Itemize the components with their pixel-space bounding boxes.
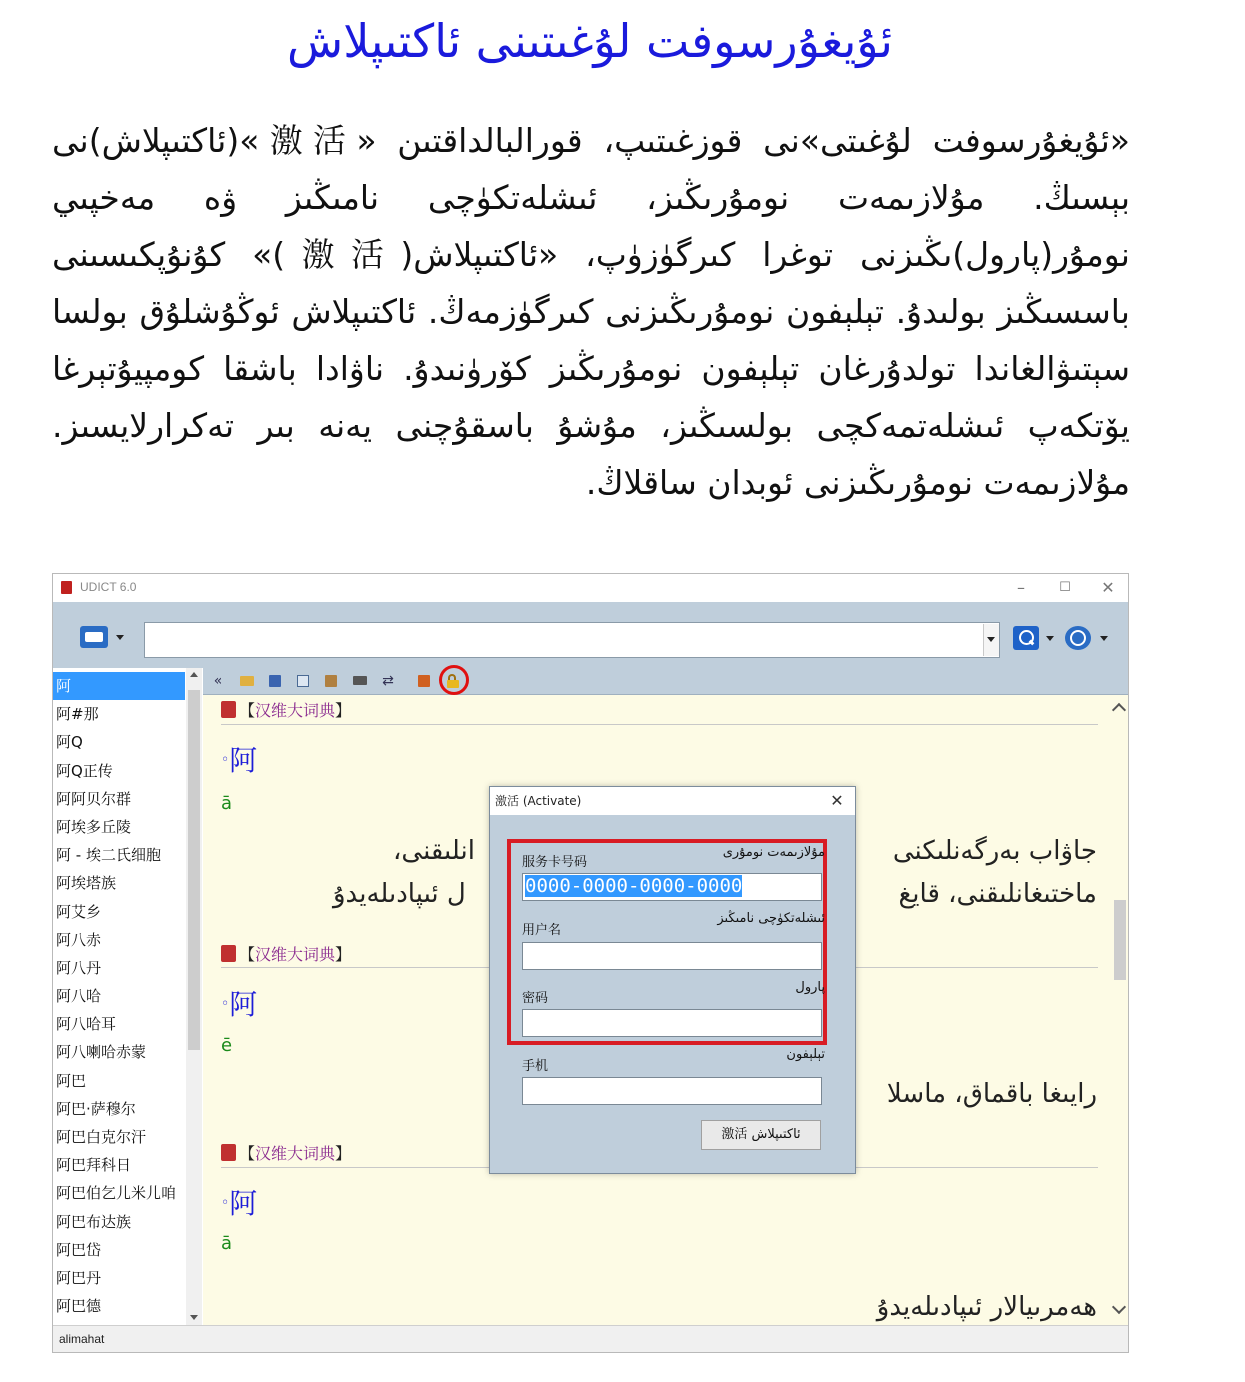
font-icon[interactable] (416, 673, 432, 689)
list-item[interactable]: 阿巴德 (56, 1297, 102, 1316)
list-item[interactable]: 阿八赤 (56, 930, 102, 949)
list-item[interactable]: 阿巴·萨穆尔 (56, 1099, 136, 1118)
password-input[interactable] (522, 1009, 822, 1037)
close-button[interactable]: ✕ (1101, 578, 1115, 597)
service-number-input[interactable]: 0000-0000-0000-0000 (522, 873, 822, 901)
list-item[interactable]: 阿#那 (56, 705, 99, 724)
chevron-down-icon[interactable] (1046, 636, 1054, 641)
app-book-icon (61, 581, 72, 594)
phone-label: 手机 (522, 1059, 549, 1074)
list-item[interactable]: 阿八丹 (56, 958, 102, 977)
list-item[interactable]: 阿八哈 (56, 987, 102, 1006)
headword: ◦阿 (221, 744, 258, 777)
word-list (53, 668, 204, 1326)
entry-header: 【汉维大词典】 (221, 942, 351, 965)
window-title: UDICT 6.0 (80, 580, 137, 594)
book-icon (221, 701, 236, 718)
list-item[interactable]: 阿Q (56, 733, 83, 752)
dialog-close-button[interactable]: ✕ (830, 791, 844, 810)
document-body: «ئۇيغۇرسوفت لۇغىتى»نى قوزغىتىپ، قورالبالداقتىن «激活»(ئاكتىپلاش)نى بېسىڭ. مۇلازىمەت نومۇرىڭىز، ئىشلەتكۈچى نامىڭىز ۋە مەخپىي نومۇر(پارول)ىڭىزنى توغرا كىرگۈزۈپ، «ئاكتىپلاش(激活)» كۇنۇپكىسىنى باسسىڭىز بولىدۇ. تېلېفون نومۇرىڭىزنى كىرگۈزمەڭ. ئاكتىپلاش ئوڭۇشلۇق بولسا سېتىۋالغاندا تولدۇرغان تېلېفون نومۇرىڭىز كۆرۈنىدۇ. ناۋادا باشقا كومپيۇتېرغا يۆتكەپ ئىشلەتمەكچى بولسىڭىز، مۇشۇ باسقۇچنى يەنە بىر تەكرارلايسىز. مۇلازىمەت نومۇرىڭىزنى ئوبدان ساقلاڭ. (52, 121, 1131, 502)
pinyin: ā (221, 793, 233, 814)
chevron-down-icon[interactable] (1100, 636, 1108, 641)
search-input[interactable] (144, 622, 1000, 658)
username-label: 用户名 (522, 923, 562, 938)
list-item[interactable]: 阿巴拜科日 (56, 1156, 132, 1175)
username-label-ug: ئىشلەتكۈچى نامىڭىز (717, 911, 825, 926)
swap-icon[interactable]: ⇄ (382, 673, 394, 689)
entry-header: 【汉维大词典】 (221, 698, 351, 721)
print-icon[interactable] (352, 673, 368, 689)
definition-scrollbar[interactable] (1110, 695, 1128, 1326)
list-item[interactable]: 阿巴丹 (56, 1268, 102, 1287)
list-item[interactable]: 阿埃塔族 (56, 874, 117, 893)
pinyin: ā (221, 1233, 233, 1254)
lock-highlight-circle (439, 665, 469, 695)
pinyin: ē (221, 1035, 233, 1056)
book-icon (221, 945, 236, 962)
definition-line: ماختىغانلىقنى، قايغ (898, 879, 1097, 909)
divider (221, 724, 1098, 725)
chevron-down-icon[interactable] (116, 635, 124, 640)
entry-header: 【汉维大词典】 (221, 1141, 351, 1164)
definition-line: رايىغا باقماق، ماسلا (886, 1079, 1097, 1109)
search-dropdown-button[interactable] (983, 624, 999, 656)
definition-line: انلىقنى، (393, 836, 475, 866)
word-list-items (53, 672, 185, 1320)
list-item[interactable]: 阿 - 埃二氏细胞 (56, 846, 161, 865)
phone-label-ug: تېلېفون (786, 1047, 825, 1062)
dialog-title: 激活 (Activate) (490, 787, 855, 815)
service-number-label-ug: مۇلازىمەت نومۇرى (722, 845, 825, 860)
list-item[interactable]: 阿艾乡 (56, 902, 102, 921)
activate-button[interactable]: 激活 ئاكتىپلاش (701, 1120, 821, 1150)
list-item[interactable]: 阿阿贝尔群 (56, 789, 132, 808)
document-title: ئۇيغۇرسوفت لۇغىتىنى ئاكتىپلاش (287, 14, 893, 68)
definition-line: جاۋاب بەرگەنلىكنى (892, 836, 1097, 866)
list-item[interactable]: 阿巴白克尔汗 (56, 1128, 147, 1146)
main-toolbar (53, 602, 1128, 668)
title-bar (53, 574, 1128, 602)
list-item[interactable]: 阿埃多丘陵 (56, 817, 132, 836)
maximize-button[interactable]: ☐ (1059, 580, 1071, 595)
list-item[interactable]: 阿八哈耳 (56, 1015, 117, 1034)
paste-icon[interactable] (323, 673, 339, 689)
copy-icon[interactable] (295, 673, 311, 689)
secondary-toolbar (203, 668, 1128, 695)
activate-dialog (489, 786, 856, 1174)
list-item[interactable]: 阿巴岱 (56, 1240, 102, 1259)
list-item[interactable]: 阿巴 (56, 1071, 87, 1090)
definition-line: ھەمرىيالار ئىپادىلەيدۇ (876, 1292, 1097, 1322)
search-icon[interactable] (1013, 626, 1039, 650)
folder-icon[interactable] (239, 673, 255, 689)
password-label-ug: پارول (795, 980, 825, 995)
service-number-label: 服务卡号码 (522, 855, 588, 870)
dictionary-select-icon[interactable] (80, 626, 108, 648)
status-bar: alimahat (53, 1325, 1128, 1352)
save-icon[interactable] (267, 673, 283, 689)
list-item[interactable]: 阿巴布达族 (56, 1212, 132, 1231)
list-item[interactable]: 阿 (53, 672, 185, 700)
username-input[interactable] (522, 942, 822, 970)
list-item[interactable]: 阿巴伯乞儿米儿咱 (56, 1184, 177, 1203)
headword: ◦阿 (221, 988, 258, 1021)
password-label: 密码 (522, 991, 549, 1006)
definition-line: ل ئىپادىلەيدۇ (333, 879, 466, 909)
list-item[interactable]: 阿Q正传 (56, 761, 113, 780)
book-icon (221, 1144, 236, 1161)
back-icon[interactable]: « (213, 673, 223, 689)
headword: ◦阿 (221, 1187, 258, 1220)
phone-input[interactable] (522, 1077, 822, 1105)
globe-icon[interactable] (1065, 626, 1091, 650)
minimize-button[interactable]: – (1017, 578, 1025, 597)
word-list-scrollbar[interactable] (186, 668, 202, 1326)
list-item[interactable]: 阿八喇哈赤蒙 (56, 1043, 147, 1062)
